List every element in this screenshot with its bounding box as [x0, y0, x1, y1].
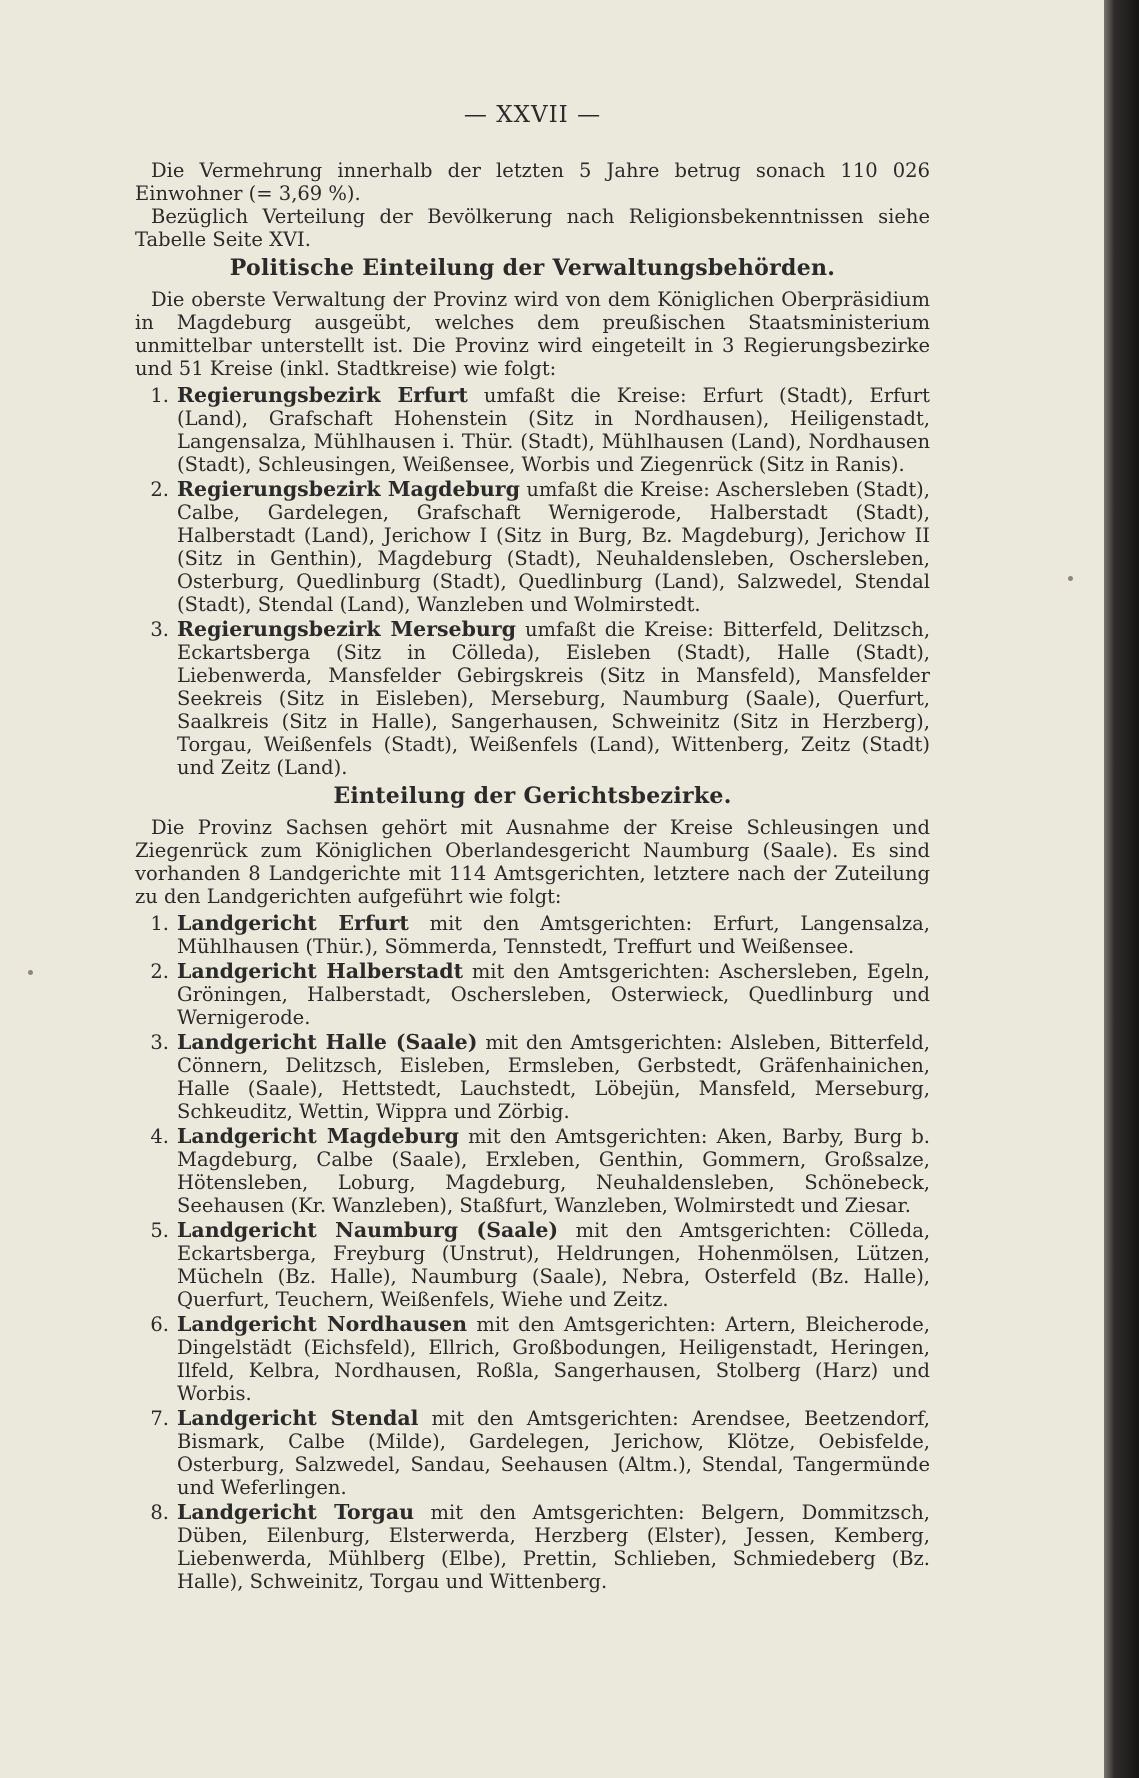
- district-list: [135, 384, 930, 779]
- item-number: 2.: [150, 478, 169, 501]
- item-text: umfaßt die Kreise: Aschersleben (Stadt), Calbe, Gardelegen, Grafschaft Wernigerode, Halberstadt (Stadt), Halberstadt (Land), Jerichow I (Sitz in Burg, Bz. Magdeburg), Jerichow II (Sitz in Genthin), Magdeburg (Stadt), Neuhaldensleben, Oschersleben, Osterburg, Quedlinburg (Stadt), Quedlinburg (Land), Salzwedel, Stendal (Stadt), Stendal (Land), Wanzleben und Wolmirstedt.: [177, 478, 930, 616]
- list-item: [135, 1407, 930, 1499]
- list-item: [135, 618, 930, 779]
- item-title: Regierungsbezirk Magdeburg: [177, 477, 520, 501]
- item-number: 1.: [150, 912, 169, 935]
- list-item: [135, 1219, 930, 1311]
- section-heading-courts: Einteilung der Gerichtsbezirke.: [333, 783, 732, 809]
- item-number: 4.: [150, 1125, 169, 1148]
- item-title: Regierungsbezirk Erfurt: [177, 383, 468, 407]
- paper-speck: [1068, 576, 1073, 581]
- binding-edge: [1104, 0, 1139, 1778]
- section-text: Die oberste Verwaltung der Provinz wird von dem Königlichen Oberpräsidium in Magdeburg ausgeübt, welches dem preußischen Staatsministerium unmittelbar unterstellt ist. Die Provinz wird eingeteilt in 3 Regierungsbezirke und 51 Kreise (inkl. Stadtkreise) wie folgt:: [135, 288, 930, 380]
- item-title: Landgericht Magdeburg: [177, 1124, 459, 1148]
- section-heading-administration: Politische Einteilung der Verwaltungsbehörden.: [229, 255, 836, 281]
- item-text: umfaßt die Kreise: Erfurt (Stadt), Erfurt (Land), Grafschaft Hohenstein (Sitz in Nordhausen), Heiligenstadt, Langensalza, Mühlhausen i. Thür. (Stadt), Mühlhausen (Land), Nordhausen (Stadt), Schleusingen, Weißensee, Worbis und Ziegenrück (Sitz in Ranis).: [177, 384, 930, 476]
- list-item: [135, 1125, 930, 1217]
- paper-speck: [28, 970, 33, 975]
- item-text: umfaßt die Kreise: Bitterfeld, Delitzsch, Eckartsberga (Sitz in Cölleda), Eisleben (Stadt), Halle (Stadt), Liebenwerda, Mansfelder Gebirgskreis (Sitz in Mansfeld), Mansfelder Seekreis (Sitz in Eisleben), Merseburg, Naumburg (Saale), Querfurt, Saalkreis (Sitz in Halle), Sangerhausen, Schweinitz (Sitz in Herzberg), Torgau, Weißenfels (Stadt), Weißenfels (Land), Wittenberg, Zeitz (Stadt) und Zeitz (Land).: [177, 618, 931, 779]
- item-title: Regierungsbezirk Merseburg: [177, 617, 516, 641]
- item-number: 6.: [150, 1313, 169, 1336]
- item-text: mit den Amtsgerichten: Alsleben, Bitterfeld, Cönnern, Delitzsch, Eisleben, Ermsleben, Gerbstedt, Gräfenhainichen, Halle (Saale), Hettstedt, Lauchstedt, Löbejün, Mansfeld, Merseburg, Schkeuditz, Wettin, Wippra und Zörbig.: [177, 1031, 930, 1123]
- item-title: Landgericht Torgau: [177, 1500, 415, 1524]
- list-item: [135, 1501, 930, 1593]
- list-item: [135, 912, 930, 958]
- item-text: mit den Amtsgerichten: Arendsee, Beetzendorf, Bismark, Calbe (Milde), Gardelegen, Jerichow, Klötze, Oebisfelde, Osterburg, Salzwedel, Sandau, Seehausen (Altm.), Stendal, Tangermünde und Weferlingen.: [177, 1407, 931, 1499]
- list-item: [135, 1031, 930, 1123]
- item-title: Landgericht Naumburg (Saale): [177, 1218, 559, 1242]
- item-title: Landgericht Nordhausen: [177, 1312, 468, 1336]
- intro-paragraph: Bezüglich Verteilung der Bevölkerung nach Religionsbekenntnissen siehe Tabelle Seite XVI.: [135, 205, 930, 251]
- list-item: [135, 1313, 930, 1405]
- item-number: 1.: [150, 384, 169, 407]
- item-text: mit den Amtsgerichten: Aken, Barby, Burg b. Magdeburg, Calbe (Saale), Erxleben, Genthin, Gommern, Großsalze, Hötensleben, Loburg, Magdeburg, Neuhaldensleben, Schönebeck, Seehausen (Kr. Wanzleben), Staßfurt, Wanzleben, Wolmirstedt und Ziesar.: [177, 1125, 931, 1217]
- item-number: 3.: [150, 1031, 169, 1054]
- item-title: Landgericht Halle (Saale): [177, 1030, 478, 1054]
- court-list: [135, 912, 930, 1593]
- list-item: [135, 478, 930, 616]
- item-number: 5.: [150, 1219, 169, 1242]
- item-number: 8.: [150, 1501, 169, 1524]
- section-text: Die Provinz Sachsen gehört mit Ausnahme der Kreise Schleusingen und Ziegenrück zum Königlichen Oberlandesgericht Naumburg (Saale). Es sind vorhanden 8 Landgerichte mit 114 Amtsgerichten, letztere nach der Zuteilung zu den Landgerichten aufgeführt wie folgt:: [135, 816, 930, 908]
- item-text: mit den Amtsgerichten: Cölleda, Eckartsberga, Freyburg (Unstrut), Heldrungen, Hohenmölsen, Lützen, Mücheln (Bz. Halle), Naumburg (Saale), Nebra, Osterfeld (Bz. Halle), Querfurt, Teuchern, Weißenfels, Wiehe und Zeitz.: [177, 1219, 931, 1311]
- item-title: Landgericht Stendal: [177, 1406, 419, 1430]
- list-item: [135, 384, 930, 476]
- item-title: Landgericht Erfurt: [177, 911, 409, 935]
- page-number: — XXVII —: [463, 102, 602, 128]
- list-item: [135, 960, 930, 1029]
- item-text: mit den Amtsgerichten: Belgern, Dommitzsch, Düben, Eilenburg, Elsterwerda, Herzberg (Elster), Jessen, Kemberg, Liebenwerda, Mühlberg (Elbe), Prettin, Schlieben, Schmiedeberg (Bz. Halle), Schweinitz, Torgau und Wittenberg.: [177, 1501, 930, 1593]
- item-title: Landgericht Halberstadt: [177, 959, 464, 983]
- item-number: 3.: [150, 618, 169, 641]
- page-content: [135, 104, 930, 1597]
- intro-paragraph: Die Vermehrung innerhalb der letzten 5 Jahre betrug sonach 110 026 Einwohner (= 3,69 %).: [135, 159, 930, 205]
- item-number: 2.: [150, 960, 169, 983]
- item-text: mit den Amtsgerichten: Artern, Bleicherode, Dingelstädt (Eichsfeld), Ellrich, Großbodungen, Heiligenstadt, Heringen, Ilfeld, Kelbra, Nordhausen, Roßla, Sangerhausen, Stolberg (Harz) und Worbis.: [177, 1313, 930, 1405]
- item-text: mit den Amtsgerichten: Aschersleben, Egeln, Gröningen, Halberstadt, Oschersleben, Osterwieck, Quedlinburg und Wernigerode.: [177, 960, 930, 1029]
- item-text: mit den Amtsgerichten: Erfurt, Langensalza, Mühlhausen (Thür.), Sömmerda, Tennstedt, Treffurt und Weißensee.: [177, 912, 930, 958]
- item-number: 7.: [150, 1407, 169, 1430]
